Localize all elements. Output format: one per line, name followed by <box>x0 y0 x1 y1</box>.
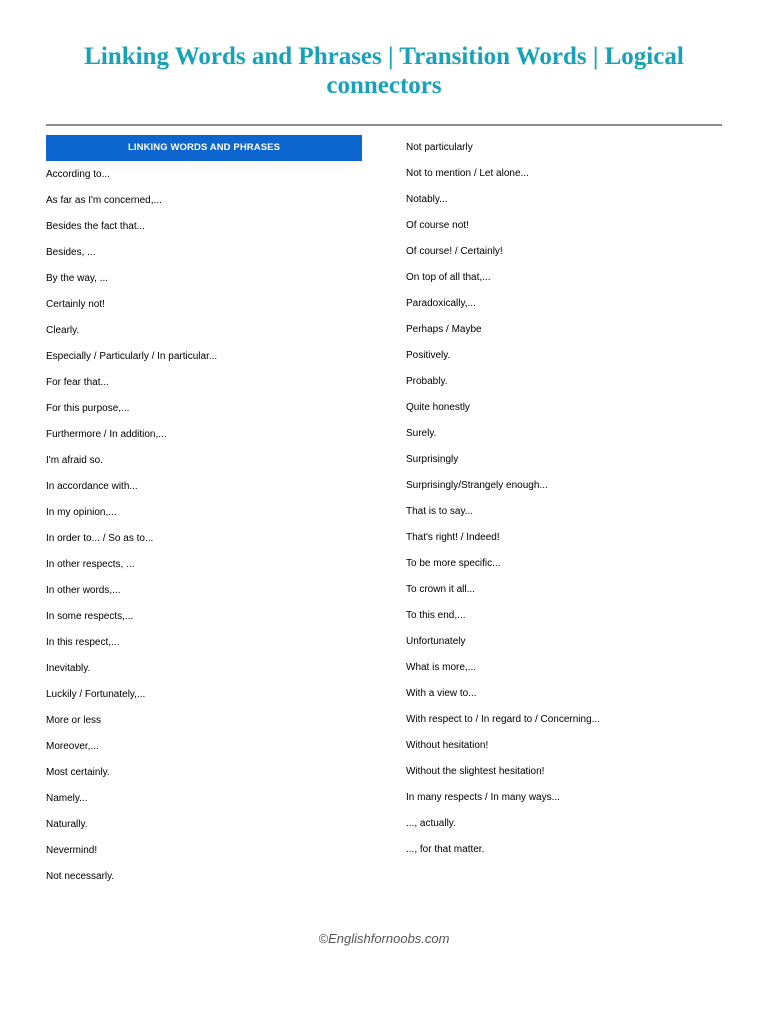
phrase-item: That is to say... <box>406 506 474 517</box>
phrase-item: Inevitably. <box>46 662 91 674</box>
phrase-item: Besides, ... <box>46 246 96 258</box>
left-phrase-list <box>46 162 362 890</box>
phrase-item: In many respects / In many ways... <box>406 792 560 803</box>
phrase-item: Surely. <box>406 428 437 439</box>
phrase-item: Surprisingly <box>406 454 459 465</box>
phrase-item: As far as I'm concerned,... <box>46 194 162 206</box>
phrase-item: Especially / Particularly / In particular... <box>46 350 218 362</box>
phrase-item: I'm afraid so. <box>46 454 103 466</box>
phrase-item: In order to... / So as to... <box>46 532 154 544</box>
phrase-item: With a view to... <box>406 688 477 699</box>
phrase-item: What is more,... <box>406 662 477 673</box>
phrase-item: Probably. <box>406 376 448 387</box>
footer-credit: ©Englishfornoobs.com <box>318 931 450 946</box>
table-header: LINKING WORDS AND PHRASES <box>46 135 362 161</box>
phrase-item: With respect to / In regard to / Concerning... <box>406 714 600 725</box>
phrase-item: By the way, ... <box>46 272 109 284</box>
phrase-item: Of course! / Certainly! <box>406 246 503 257</box>
phrase-item: Clearly. <box>46 324 80 336</box>
phrase-item: For this purpose,... <box>46 402 130 414</box>
phrase-item: To this end,... <box>406 610 466 621</box>
phrase-item: That's right! / Indeed! <box>406 532 500 543</box>
phrase-item: Of course not! <box>406 220 469 231</box>
right-phrase-list <box>406 135 736 863</box>
phrase-item: Without hesitation! <box>406 740 489 751</box>
phrase-item: Not to mention / Let alone... <box>406 168 529 179</box>
phrase-item: In this respect,... <box>46 636 120 648</box>
phrase-item: ..., actually. <box>406 818 456 829</box>
left-column <box>46 135 362 890</box>
title-divider <box>46 124 722 126</box>
phrase-item: In my opinion,... <box>46 506 117 518</box>
phrase-item: According to... <box>46 168 110 180</box>
phrase-item: More or less <box>46 714 102 726</box>
page-title: Linking Words and Phrases | Transition Words | Logical connectors <box>84 43 684 99</box>
phrase-item: To be more specific... <box>406 558 501 569</box>
phrase-item: To crown it all... <box>406 584 475 595</box>
phrase-item: In some respects,... <box>46 610 134 622</box>
phrase-item: Nevermind! <box>46 844 98 856</box>
phrase-item: Unfortunately <box>406 636 466 647</box>
phrase-item: Luckily / Fortunately,... <box>46 688 146 700</box>
phrase-item: In other respects, ... <box>46 558 135 570</box>
phrase-item: Perhaps / Maybe <box>406 324 482 335</box>
phrase-item: Not necessarly. <box>46 870 115 882</box>
phrase-item: Naturally. <box>46 818 88 830</box>
phrase-item: In accordance with... <box>46 480 138 492</box>
phrase-item: Surprisingly/Strangely enough... <box>406 480 548 491</box>
phrase-item: Moreover,... <box>46 740 99 752</box>
phrase-item: On top of all that,... <box>406 272 491 283</box>
phrase-item: Without the slightest hesitation! <box>406 766 545 777</box>
phrase-item: Certainly not! <box>46 298 105 310</box>
phrase-item: For fear that... <box>46 376 109 388</box>
phrase-item: Positively. <box>406 350 451 361</box>
phrase-item: Furthermore / In addition,... <box>46 428 167 440</box>
phrase-item: Most certainly. <box>46 766 110 778</box>
phrase-item: Notably... <box>406 194 448 205</box>
phrase-item: Quite honestly <box>406 402 470 413</box>
phrase-item: ..., for that matter. <box>406 844 485 855</box>
phrase-item: In other words,... <box>46 584 121 596</box>
phrase-item: Not particularly <box>406 142 473 153</box>
phrase-item: Besides the fact that... <box>46 220 145 232</box>
right-column <box>406 135 736 863</box>
phrase-item: Namely... <box>46 792 88 804</box>
phrase-item: Paradoxically,... <box>406 298 476 309</box>
